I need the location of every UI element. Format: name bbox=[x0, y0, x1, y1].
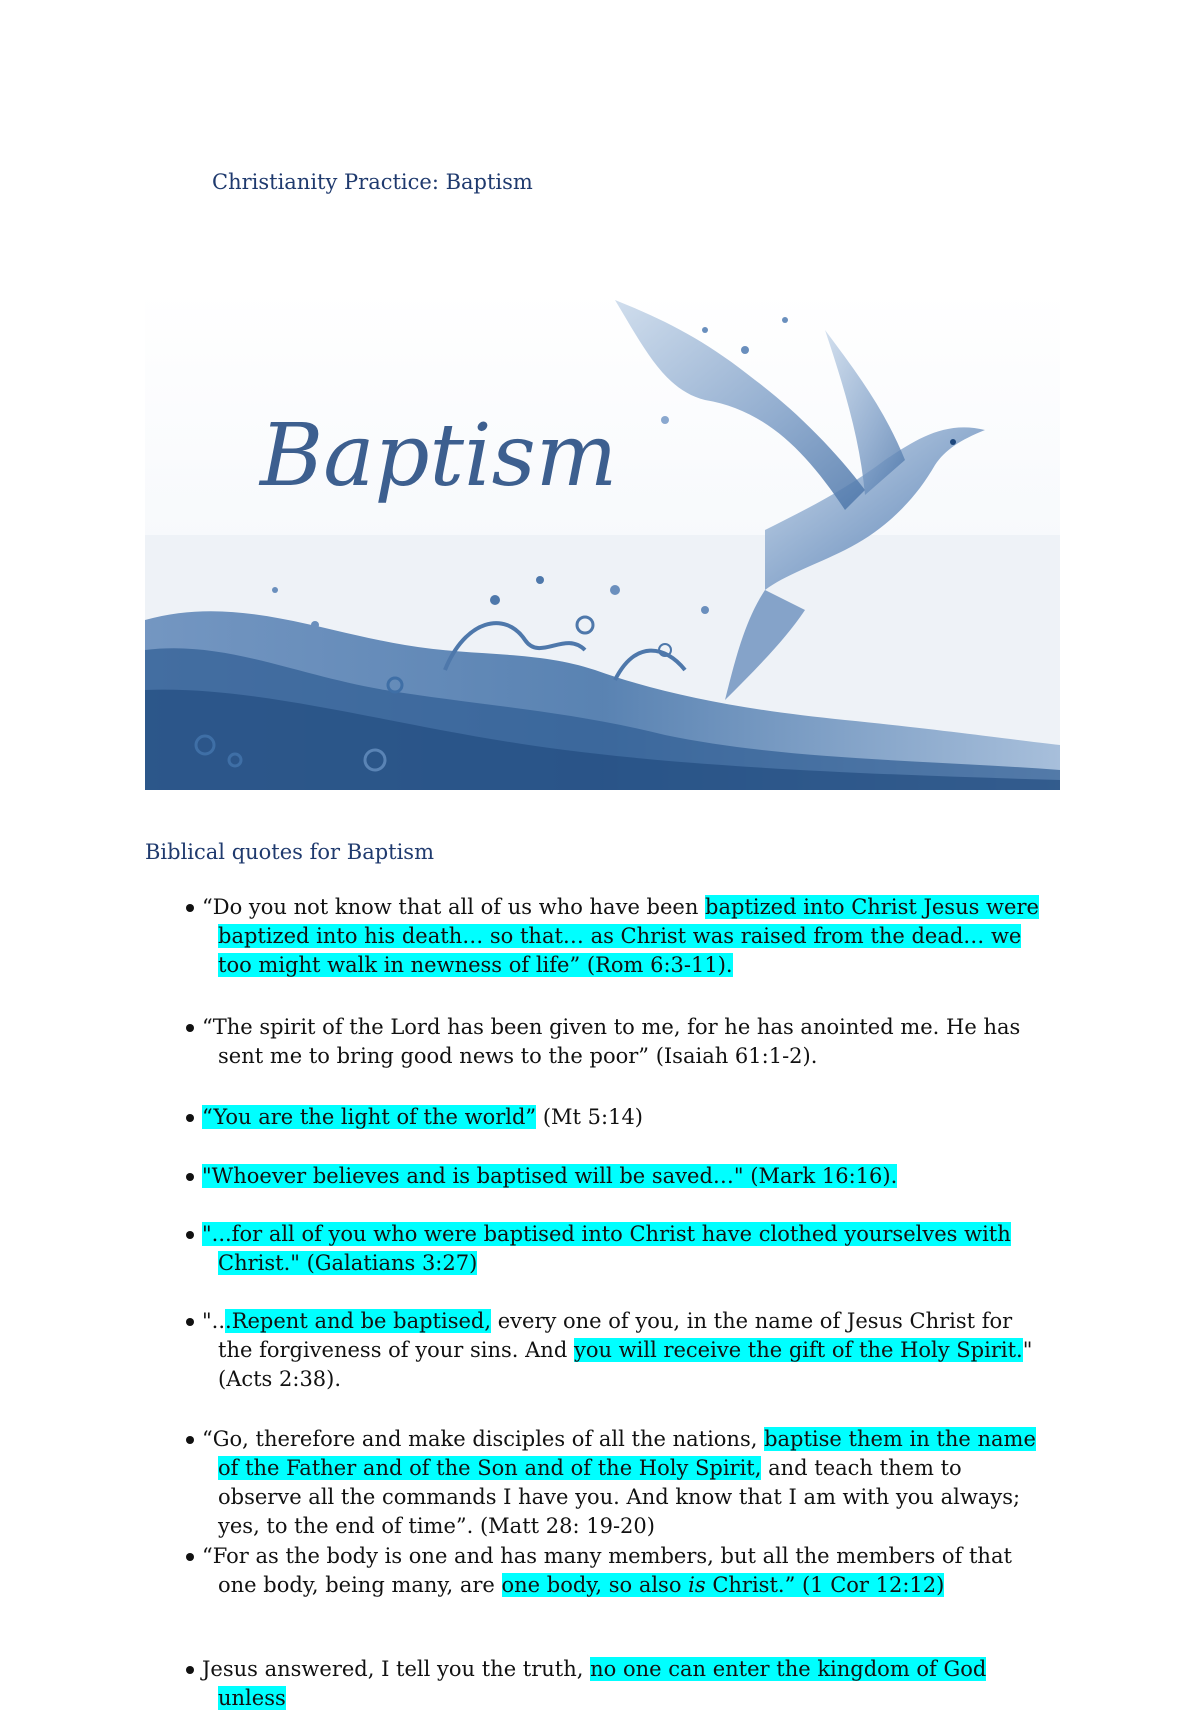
list-item bbox=[183, 1103, 1045, 1132]
highlighted-text: baptise them in the name of the Father and of the Son and of the Holy Spirit, bbox=[218, 1427, 1036, 1480]
quote-text: Jesus answered, I tell you the truth, bbox=[202, 1657, 591, 1681]
highlighted-text: “You are the light of the world” bbox=[202, 1105, 537, 1129]
list-item bbox=[183, 1162, 1045, 1191]
quote-text: " (Acts 2:38). bbox=[218, 1338, 1033, 1391]
list-item bbox=[183, 1307, 1045, 1394]
list-item bbox=[183, 1655, 1045, 1713]
highlighted-text: no one can enter the kingdom of God unless bbox=[218, 1657, 987, 1710]
highlighted-text: "...for all of you who were baptised into Christ have clothed yourselves with Christ." (Galatians 3:27) bbox=[202, 1222, 1011, 1275]
section-heading: Biblical quotes for Baptism bbox=[145, 840, 434, 864]
list-item bbox=[183, 893, 1045, 980]
list-item bbox=[183, 1220, 1045, 1278]
baptism-banner-image bbox=[145, 290, 1060, 790]
quote-text: (Mt 5:14) bbox=[536, 1105, 643, 1129]
quote-text: “Go, therefore and make disciples of all the nations, bbox=[202, 1427, 765, 1451]
quote-text: ".. bbox=[202, 1309, 226, 1333]
highlighted-text: you will receive the gift of the Holy Spirit. bbox=[573, 1338, 1023, 1362]
list-item bbox=[183, 1013, 1045, 1071]
highlighted-text: is bbox=[688, 1573, 706, 1597]
quote-text: every one of you, in the name of Jesus Christ for the forgiveness of your sins. And bbox=[218, 1309, 1013, 1362]
list-item bbox=[183, 1542, 1045, 1600]
list-item bbox=[183, 1425, 1045, 1541]
highlighted-text: .Repent and be baptised, bbox=[225, 1309, 492, 1333]
highlighted-text: one body, so also bbox=[501, 1573, 689, 1597]
quote-text: “Do you not know that all of us who have been bbox=[202, 895, 706, 919]
highlighted-text: baptized into Christ Jesus were baptized into his death… so that… as Christ was raised from the dead… we too might walk in newness of life” (Rom 6:3-11). bbox=[218, 895, 1039, 977]
highlighted-text: Christ.” (1 Cor 12:12) bbox=[705, 1573, 945, 1597]
highlighted-text: "Whoever believes and is baptised will be saved…" (Mark 16:16). bbox=[202, 1164, 898, 1188]
banner-title-text: Baptism bbox=[260, 406, 618, 506]
document-title: Christianity Practice: Baptism bbox=[212, 170, 533, 194]
quote-text: and teach them to observe all the commands I have you. And know that I am with you always; yes, to the end of time”. (Matt 28: 19-20) bbox=[218, 1456, 1021, 1538]
quote-text: “The spirit of the Lord has been given to me, for he has anointed me. He has sent me to bring good news to the poor” (Isaiah 61:1-2). bbox=[202, 1015, 1021, 1068]
quote-text: “For as the body is one and has many members, but all the members of that one body, being many, are bbox=[202, 1544, 1012, 1597]
